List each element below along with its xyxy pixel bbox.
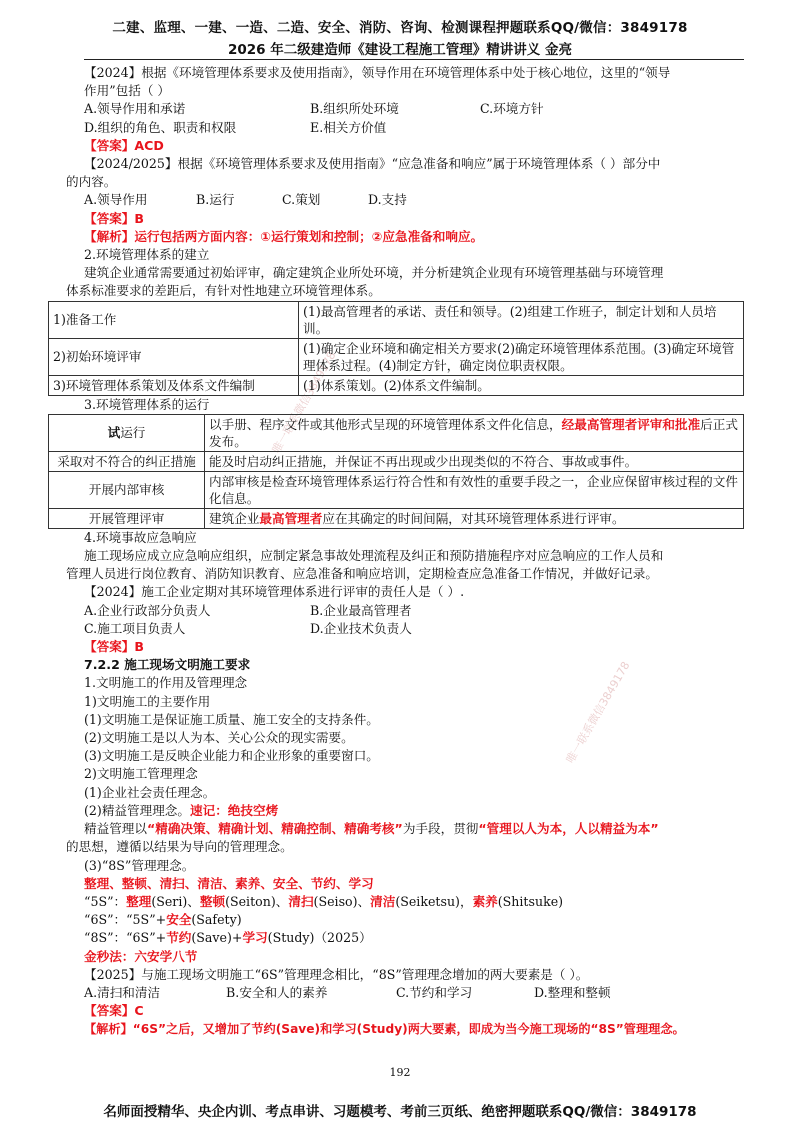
lean-idea: “管理以人为本，人以精益为本” <box>478 821 659 837</box>
q1-stem-1: 【2024】根据《环境管理体系要求及使用指南》，领导作用在环境管理体系中处于核心地位，这里的“领导 <box>84 65 671 80</box>
q2-option-c: C.策划 <box>282 192 321 208</box>
sec722-line-2: 1)文明施工的主要作用 <box>84 693 211 709</box>
section-2-title: 2.环境管理体系的建立 <box>84 247 210 263</box>
sec722-line-10: 的思想，遵循以结果为导向的管理理念。 <box>66 839 293 855</box>
q2-analysis: 【解析】运行包括两方面内容：①运行策划和控制；②应急准备和响应。 <box>84 228 484 244</box>
lean-pre: 精益管理以 <box>84 821 147 837</box>
r1-text-post: 后正式发布。 <box>209 416 738 449</box>
table-operation <box>48 414 744 529</box>
q2-option-b: B.运行 <box>196 192 235 208</box>
5s-pre: “5S”： <box>84 893 127 909</box>
trial-rest: 运行 <box>120 425 146 441</box>
q2-stem-line-2: 的内容。 <box>66 174 117 190</box>
table-cell-item: 开展内部审核 <box>49 471 205 508</box>
page-number: 192 <box>389 1066 411 1079</box>
table-row <box>49 301 744 338</box>
5s-t5: (Shitsuke) <box>497 893 564 909</box>
header-rule <box>84 59 744 60</box>
table-cell-content <box>205 508 744 528</box>
8s-r2: 学习 <box>242 930 268 946</box>
q1-answer: 【答案】ACD <box>84 137 164 153</box>
sec722-6s <box>84 911 744 929</box>
q3-options-row-2 <box>84 620 744 638</box>
watermark-1: 唯一联系微信3849178 <box>269 349 339 456</box>
q3-option-a: A.企业行政部分负责人 <box>84 602 211 618</box>
table-cell-item <box>49 414 205 451</box>
q4-stem: 【2025】与施工现场文明施工“6S”管理理念相比，“8S”管理理念增加的两大要素是（ ）。 <box>84 966 589 982</box>
sec722-line-7: (1)企业社会责任理念。 <box>84 784 216 800</box>
r4-text-post: 应在其确定的时间间隔，对其环境管理体系进行评审。 <box>322 510 625 526</box>
5s-r5: 素养 <box>472 893 498 909</box>
sec722-line-11: (3)“8S”管理理念。 <box>84 857 195 873</box>
8s-pre: “8S”：“6S”+ <box>84 930 167 946</box>
section-2-body-2: 体系标准要求的差距后，有针对性地建立环境管理体系。 <box>66 283 381 299</box>
table-cell-step: 3)环境管理体系策划及体系文件编制 <box>49 375 299 395</box>
q1-stem-line-1 <box>84 64 744 82</box>
q4-option-b: B.安全和人的素养 <box>226 984 328 1000</box>
lean-means: “精确决策、精确计划、精确控制、精确考核” <box>146 821 403 837</box>
5s-t2: (Seiton)、 <box>225 893 289 909</box>
5s-t3: (Seiso)、 <box>313 893 371 909</box>
q1-option-a: A.领导作用和承诺 <box>84 101 186 117</box>
sec722-mnemonic: 金秒法：六安学八节 <box>84 948 198 964</box>
q1-option-b: B.组织所处环境 <box>310 101 399 117</box>
table-establishment-steps <box>48 301 744 396</box>
5s-r2: 整顿 <box>199 893 226 909</box>
q2-option-d: D.支持 <box>368 192 407 208</box>
5s-t4: (Seiketsu)， <box>395 893 473 909</box>
8s-r1: 节约 <box>166 930 192 946</box>
q1-option-d: D.组织的角色、职责和权限 <box>84 119 237 135</box>
sec722-line-8 <box>84 802 744 820</box>
page-content <box>53 64 744 1039</box>
table-cell-item: 采取对不符合的纠正措施 <box>49 451 205 471</box>
section-3-title: 3.环境管理体系的运行 <box>84 396 210 412</box>
r4-text-pre: 建筑企业 <box>209 510 260 526</box>
table-row <box>49 414 744 451</box>
5s-r1: 整理 <box>126 893 152 909</box>
q1-options-row-2 <box>84 119 744 137</box>
table-row <box>49 338 744 375</box>
5s-r4: 清洁 <box>370 893 396 909</box>
r1-text-red: 经最高管理者评审和批准 <box>561 416 701 432</box>
8s-t1: (Save)+ <box>191 930 243 946</box>
section-4-body-2: 管理人员进行岗位教育、消防知识教育、应急准备和响应培训，定期检查应急准备工作情况，并做好记录。 <box>66 566 658 582</box>
table-cell-content: 能及时启动纠正措施，并保证不再出现或少出现类似的不符合、事故或事件。 <box>205 451 744 471</box>
sec722-line-5: (3)文明施工是反映企业能力和企业形象的重要窗口。 <box>84 748 379 764</box>
sec722-line-3: (1)文明施工是保证施工质量、施工安全的支持条件。 <box>84 711 379 727</box>
footer: 名师面授精华、央企内训、考点串讲、习题模考、考前三页纸、绝密押题联系QQ/微信：3849178 <box>103 1104 697 1120</box>
q3-option-b: B.企业最高管理者 <box>310 602 412 618</box>
q4-option-a: A.清扫和清洁 <box>84 984 161 1000</box>
sec722-line-1: 1.文明施工的作用及管理理念 <box>84 675 248 691</box>
table-row <box>49 451 744 471</box>
q4-option-d: D.整理和整顿 <box>534 984 611 1000</box>
5s-t1: (Seri)、 <box>151 893 200 909</box>
q3-option-c: C.施工项目负责人 <box>84 620 186 636</box>
table-cell-content <box>205 414 744 451</box>
q2-answer: 【答案】B <box>84 210 144 226</box>
section-722-title: 7.2.2 施工现场文明施工要求 <box>84 657 251 673</box>
6s-red: 安全 <box>166 912 192 928</box>
q1-options-row-1 <box>84 100 744 118</box>
sec722-5s <box>84 893 744 911</box>
lean-mnemonic: 速记：绝技空烤 <box>190 802 279 818</box>
q2-option-a: A.领导作用 <box>84 192 148 208</box>
q3-options-row-1 <box>84 602 744 620</box>
table-cell-step: 1)准备工作 <box>49 301 299 338</box>
table-row <box>49 471 744 508</box>
q3-option-d: D.企业技术负责人 <box>310 620 412 636</box>
lean-mid: 为手段，贯彻 <box>402 821 479 837</box>
q4-analysis: 【解析】“6S”之后，又增加了节约(Save)和学习(Study)两大要素，即成为当今施工现场的“8S”管理理念。 <box>84 1022 685 1037</box>
6s-pre: “6S”：“5S”+ <box>84 912 167 928</box>
header-line-1: 二建、监理、一建、一造、二造、安全、消防、咨询、检测课程押题联系QQ/微信：3849178 <box>112 20 688 36</box>
watermark-2: 唯一联系微信3849178 <box>563 659 633 766</box>
sec722-line-9 <box>84 820 744 838</box>
q2-options <box>84 191 744 209</box>
5s-r3: 清扫 <box>288 893 314 909</box>
table-row <box>49 375 744 395</box>
sec722-line-4: (2)文明施工是以人为本、关心公众的现实需要。 <box>84 730 354 746</box>
section-4-title: 4.环境事故应急响应 <box>84 529 197 545</box>
q3-stem: 【2024】施工企业定期对其环境管理体系进行评审的责任人是（ ）. <box>84 584 465 600</box>
section-4-body-1: 施工现场应成立应急响应组织，应制定紧急事故处理流程及纠正和预防措施程序对应急响应的工作人员和 <box>84 548 664 564</box>
q4-options <box>84 984 744 1002</box>
q2-stem-line-1: 【2024/2025】根据《环境管理体系要求及使用指南》“应急准备和响应”属于环境管理体系（ ）部分中 <box>84 156 661 172</box>
q1-stem-line-2: 作用”包括（ ） <box>84 83 171 99</box>
6s-post: (Safety) <box>191 912 242 928</box>
q1-option-e: E.相关方价值 <box>310 119 387 135</box>
section-2-body-1: 建筑企业通常需要通过初始评审，确定建筑企业所处环境，并分析建筑企业现有环境管理基础与环境管理 <box>84 265 664 281</box>
q1-option-c: C.环境方针 <box>480 101 544 117</box>
lean-label: (2)精益管理理念。 <box>84 802 190 818</box>
sec722-8s <box>84 929 744 947</box>
table-cell-content: (1)确定企业环境和确定相关方要求(2)确定环境管理体系范围。(3)确定环境管理体系过程。(4)制定方针，确定岗位职责权限。 <box>299 338 744 375</box>
r4-text-red: 最高管理者 <box>259 510 323 526</box>
8s-t2: (Study)（2025） <box>267 930 372 946</box>
q4-answer: 【答案】C <box>84 1003 144 1019</box>
table-cell-content: (1)体系策划。(2)体系文件编制。 <box>299 375 744 395</box>
table-cell-content: 内部审核是检查环境管理体系运行符合性和有效性的重要手段之一，企业应保留审核过程的文件化信息。 <box>205 471 744 508</box>
table-cell-step: 2)初始环境评审 <box>49 338 299 375</box>
sec722-line-6: 2)文明施工管理理念 <box>84 766 198 782</box>
q3-answer: 【答案】B <box>84 639 144 655</box>
header-line-2: 2026 年二级建造师《建设工程施工管理》精讲讲义 金亮 <box>228 42 572 58</box>
table-cell-item: 开展管理评审 <box>49 508 205 528</box>
table-row <box>49 508 744 528</box>
r1-text-pre: 以手册、程序文件或其他形式呈现的环境管理体系文件化信息， <box>209 416 562 432</box>
sec722-8s-list: 整理、整顿、清扫、清洁、素养、安全、节约、学习 <box>84 875 374 891</box>
q4-option-c: C.节约和学习 <box>396 984 473 1000</box>
table-cell-content: (1)最高管理者的承诺、责任和领导。(2)组建工作班子，制定计划和人员培训。 <box>299 301 744 338</box>
trial-bold: 试 <box>107 425 121 441</box>
